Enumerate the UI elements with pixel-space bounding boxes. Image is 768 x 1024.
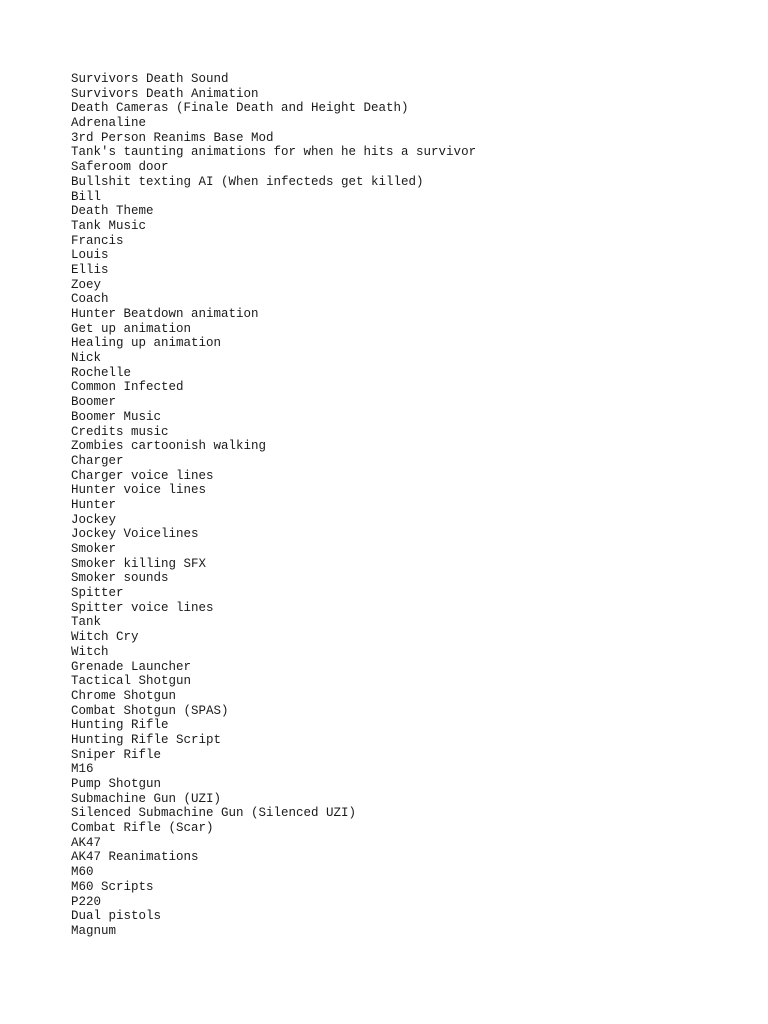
- text-line: Tank's taunting animations for when he hits a survivor: [71, 145, 477, 160]
- text-line: Saferoom door: [71, 160, 169, 175]
- text-line: Credits music: [71, 424, 169, 439]
- text-line: Charger voice lines: [71, 468, 214, 483]
- text-line: Survivors Death Sound: [71, 72, 229, 86]
- text-line: Get up animation: [71, 321, 192, 336]
- text-line: Survivors Death Animation: [71, 86, 259, 101]
- text-line: Hunter: [71, 497, 117, 512]
- text-line: Hunting Rifle Script: [71, 732, 222, 747]
- text-line: Jockey Voicelines: [71, 527, 199, 542]
- text-line: Tank: [71, 615, 102, 630]
- text-line: Witch Cry: [71, 630, 139, 645]
- text-line: Combat Rifle (Scar): [71, 821, 214, 836]
- text-line: M60 Scripts: [71, 879, 154, 894]
- text-line: Bill: [71, 189, 102, 204]
- text-line: Hunting Rifle: [71, 718, 169, 733]
- text-line: Nick: [71, 351, 102, 366]
- text-line: Magnum: [71, 923, 117, 938]
- text-line: Jockey: [71, 512, 117, 527]
- text-line: P220: [71, 894, 102, 909]
- text-line: 3rd Person Reanims Base Mod: [71, 130, 274, 145]
- text-line: AK47 Reanimations: [71, 850, 199, 865]
- text-line: Zoey: [71, 277, 102, 292]
- text-line: Coach: [71, 292, 109, 307]
- text-line: Dual pistols: [71, 909, 162, 924]
- text-line: Boomer: [71, 395, 117, 410]
- text-line: Tank Music: [71, 218, 147, 233]
- text-line: Pump Shotgun: [71, 777, 162, 791]
- text-line: Grenade Launcher: [71, 659, 192, 674]
- text-line: AK47: [71, 835, 102, 850]
- text-line: Healing up animation: [71, 336, 222, 351]
- text-line: Submachine Gun (UZI): [71, 791, 222, 806]
- document-page: [71, 72, 751, 939]
- text-line: Adrenaline: [71, 116, 147, 131]
- text-line: Death Cameras (Finale Death and Height Death): [71, 101, 409, 116]
- text-line: Louis: [71, 248, 109, 263]
- text-line: Chrome Shotgun: [71, 688, 177, 703]
- text-line: Sniper Rifle: [71, 747, 162, 762]
- text-line: Boomer Music: [71, 409, 162, 424]
- text-line: Ellis: [71, 262, 109, 277]
- text-line: Smoker: [71, 542, 117, 556]
- text-line: Smoker killing SFX: [71, 556, 207, 571]
- text-line: Bullshit texting AI (When infecteds get killed): [71, 174, 424, 189]
- text-line: M60: [71, 865, 94, 880]
- text-line: Smoker sounds: [71, 571, 169, 586]
- text-line: Death Theme: [71, 204, 154, 219]
- text-line: M16: [71, 762, 94, 777]
- text-line: Francis: [71, 233, 124, 248]
- text-line: Combat Shotgun (SPAS): [71, 703, 229, 718]
- text-line: Zombies cartoonish walking: [71, 439, 267, 454]
- text-line: Charger: [71, 453, 124, 468]
- text-line: Silenced Submachine Gun (Silenced UZI): [71, 806, 357, 821]
- text-line: Hunter Beatdown animation: [71, 307, 259, 321]
- text-line: Tactical Shotgun: [71, 674, 192, 689]
- text-line: Common Infected: [71, 380, 184, 395]
- text-line: Witch: [71, 644, 109, 659]
- text-line: Hunter voice lines: [71, 483, 207, 498]
- text-line: Spitter voice lines: [71, 600, 214, 615]
- text-line: Spitter: [71, 586, 124, 601]
- text-line: Rochelle: [71, 365, 132, 380]
